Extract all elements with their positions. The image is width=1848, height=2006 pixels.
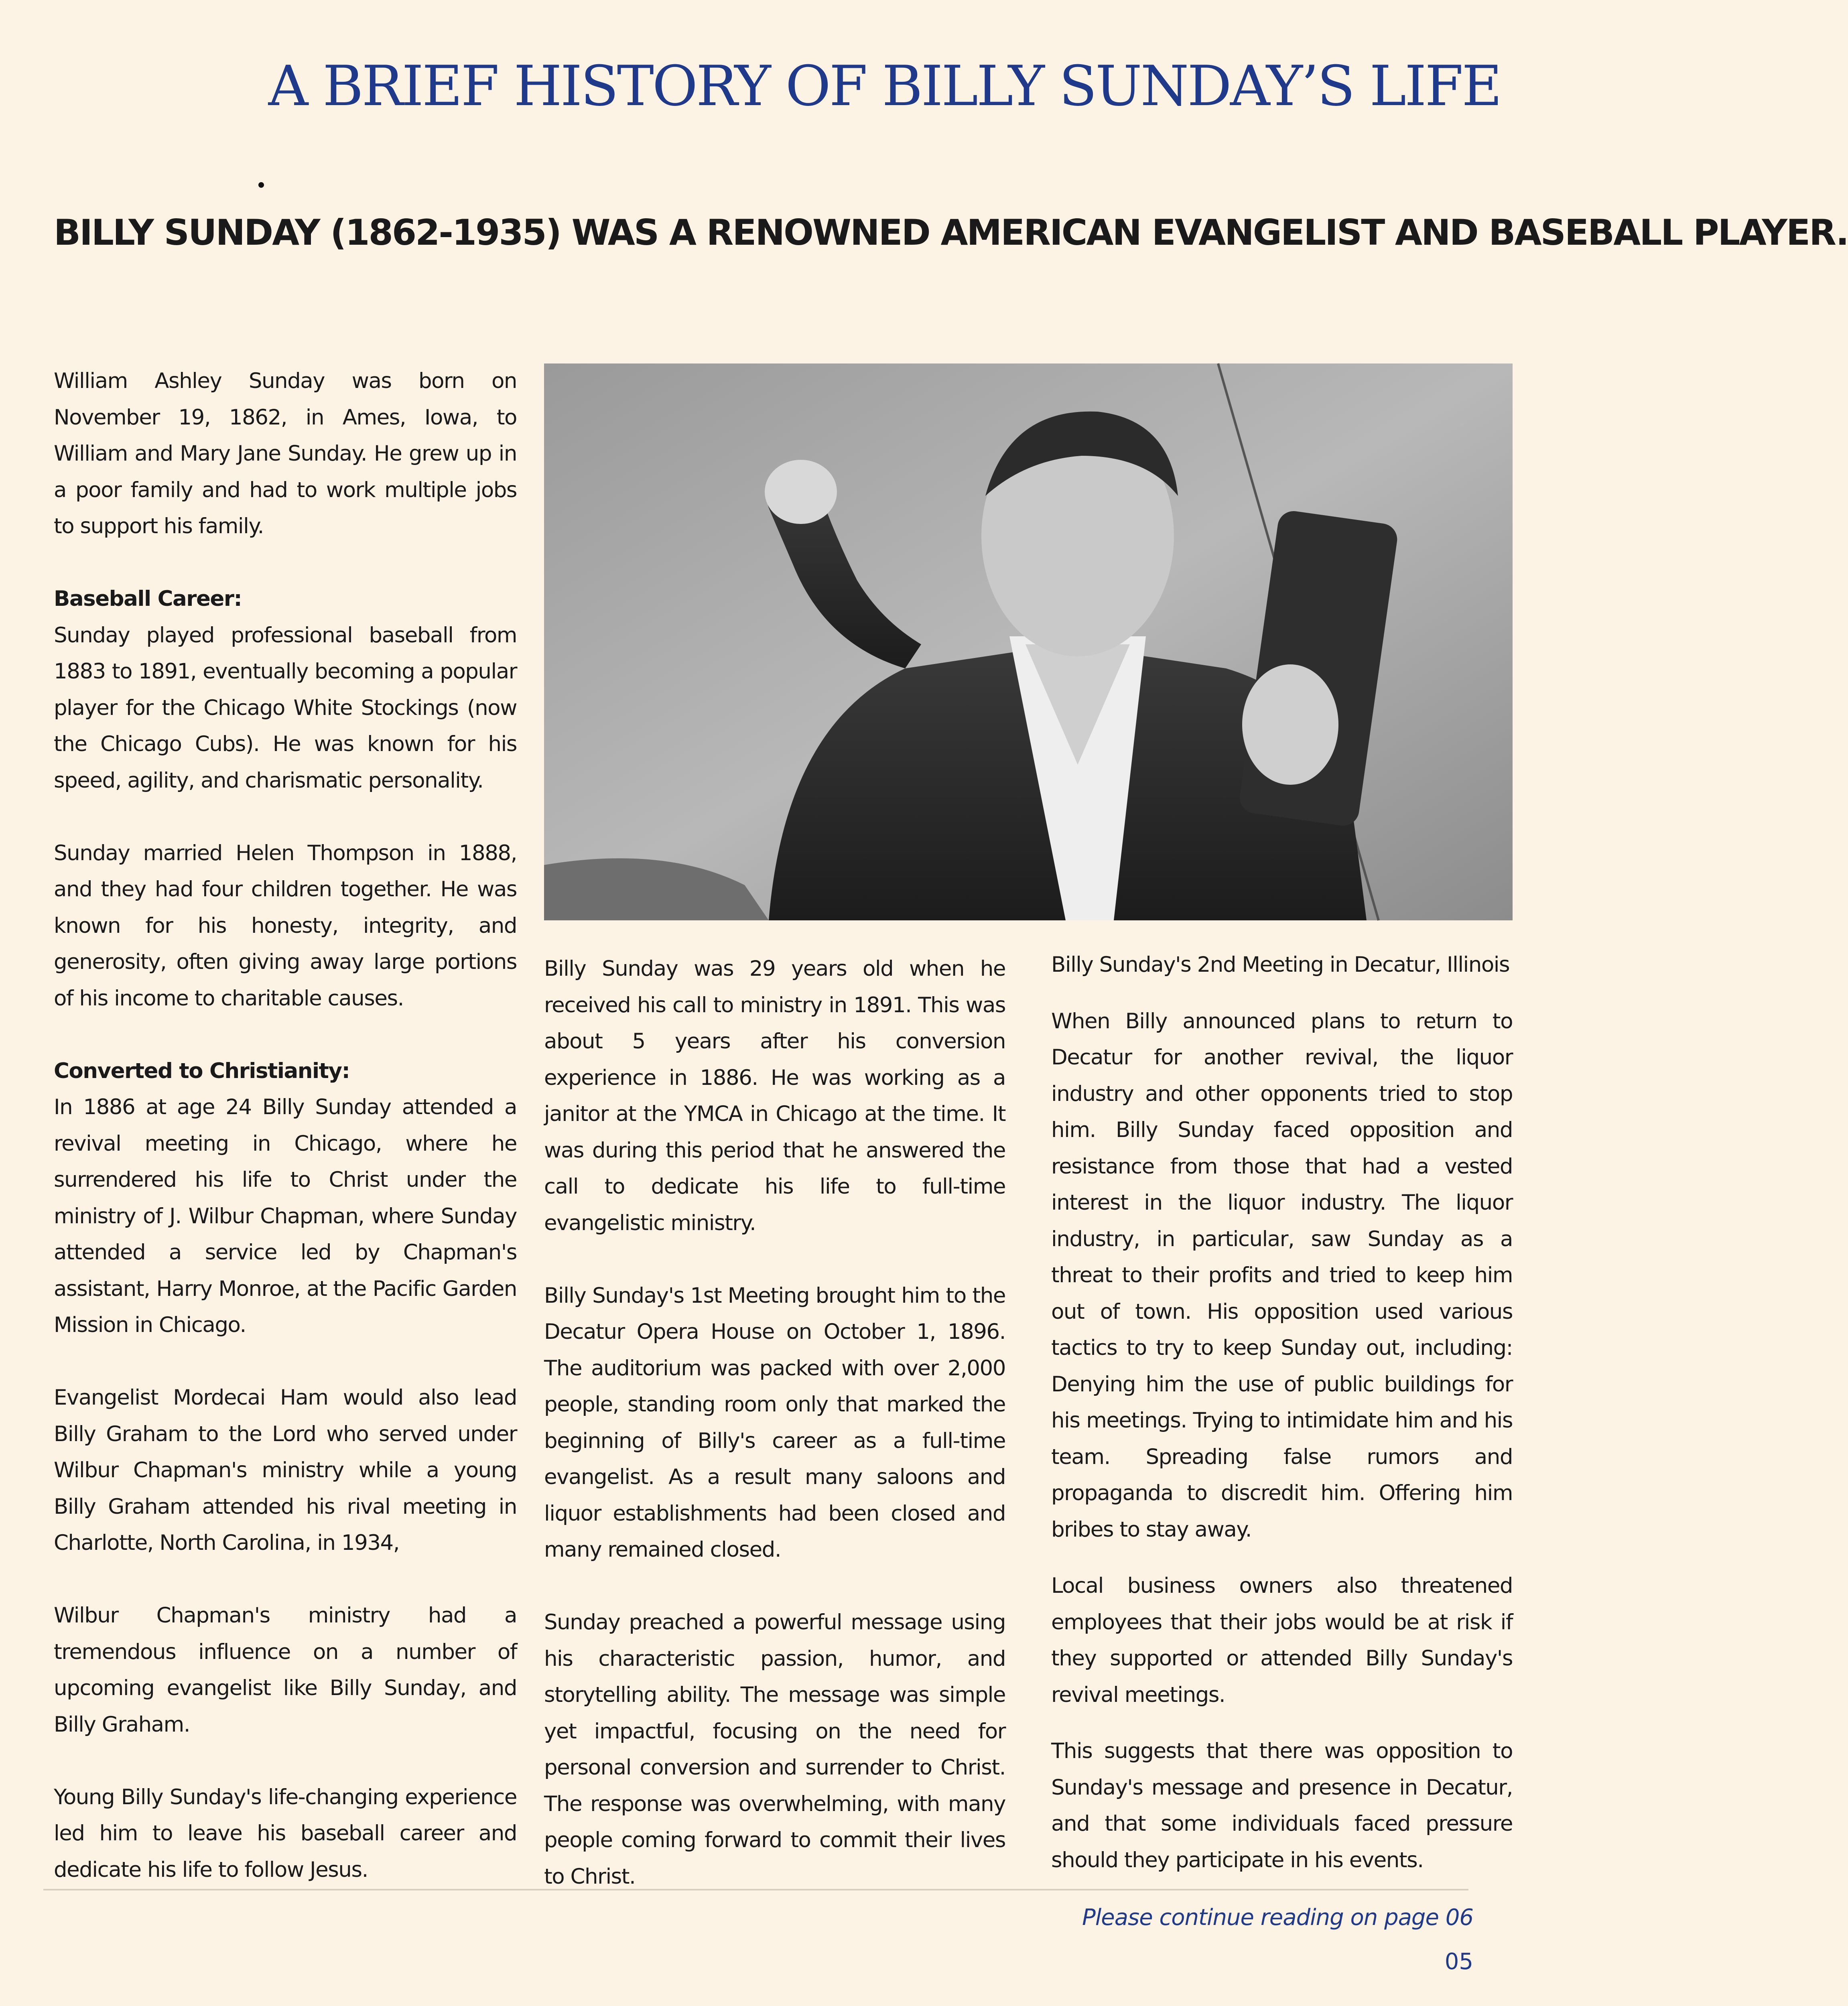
page-number: 05 (1444, 1949, 1473, 1975)
conversion-paragraph: In 1886 at age 24 Billy Sunday attended a revival meeting in Chicago, where he surrendered his life to Christ under the ministry of J. Wilbur Chapman, where Sunday attended a service led by Chapman's assistant, Harry Monroe, at the Pacific Garden Mission in Chicago. (54, 1095, 517, 1337)
left-column (54, 363, 517, 1888)
conclusion-paragraph: This suggests that there was opposition to Sunday's message and presence in Decatur, and that some individuals faced pressure should they participate in his events. (1051, 1739, 1513, 1872)
chapman-paragraph: Wilbur Chapman's ministry had a tremendous influence on a number of upcoming evangelist like Billy Sunday, and Billy Graham. (54, 1603, 517, 1737)
first-meeting-paragraph: Billy Sunday's 1st Meeting brought him to the Decatur Opera House on October 1, 1896. The auditorium was packed with over 2,000 people, standing room only that marked the beginning of Billy's career as a full-time evangelist. As a result many saloons and liquor establishments had been closed and many remained closed. (544, 1283, 1005, 1562)
footer-divider (43, 1889, 1468, 1890)
baseball-career-heading: Baseball Career: (54, 587, 242, 611)
second-meeting-heading: Billy Sunday's 2nd Meeting in Decatur, Illinois (1051, 952, 1510, 977)
continue-reading-note: Please continue reading on page 06 (1082, 1904, 1473, 1931)
billy-sunday-photo (544, 363, 1513, 920)
page-subtitle: BILLY SUNDAY (1862-1935) WAS A RENOWNED AMERICAN EVANGELIST AND BASEBALL PLAYER. (54, 212, 1848, 253)
page-title: A BRIEF HISTORY OF BILLY SUNDAY’S LIFE (268, 54, 1501, 118)
right-column (1051, 947, 1513, 1878)
business-owners-paragraph: Local business owners also threatened employees that their jobs would be at risk if they supported or attended Billy Sunday's revival meetings. (1051, 1574, 1513, 1707)
intro-paragraph: William Ashley Sunday was born on November 19, 1862, in Ames, Iowa, to William and Mary Jane Sunday. He grew up in a poor family and had to work multiple jobs to support his family. (54, 369, 517, 538)
opposition-paragraph: When Billy announced plans to return to Decatur for another revival, the liquor industry and other opponents tried to stop him. Billy Sunday faced opposition and resistance from those that had a vested interest in the liquor industry. The liquor industry, in particular, saw Sunday as a threat to their profits and tried to keep him out of town. His opposition used various tactics to try to keep Sunday out, including: Denying him the use of public buildings for his meetings. Trying to intimidate him and his team. Spreading false rumors and propaganda to discredit him. Offering him bribes to stay away. (1051, 1009, 1513, 1542)
converted-heading: Converted to Christianity: (54, 1058, 350, 1083)
call-to-ministry-paragraph: Billy Sunday was 29 years old when he received his call to ministry in 1891. This was about 5 years after his conversion experience in 1886. He was working as a janitor at the YMCA in Chicago at the time. It was during this period that he answered the call to dedicate his life to full-time evangelistic ministry. (544, 956, 1005, 1235)
decorative-dot (258, 182, 264, 188)
marriage-paragraph: Sunday married Helen Thompson in 1888, and they had four children together. He was known for his honesty, integrity, and generosity, often giving away large portions of his income to charitable causes. (54, 841, 517, 1011)
mordecai-paragraph: Evangelist Mordecai Ham would also lead Billy Graham to the Lord who served under Wilbur Chapman's ministry while a young Billy Graham attended his rival meeting in Charlotte, North Carolina, in 1934, (54, 1385, 517, 1555)
message-paragraph: Sunday preached a powerful message using his characteristic passion, humor, and storytelling ability. The message was simple yet impactful, focusing on the need for personal conversion and surrender to Christ. The response was overwhelming, with many people coming forward to commit their lives to Christ. (544, 1610, 1005, 1889)
baseball-paragraph: Sunday played professional baseball from 1883 to 1891, eventually becoming a popular player for the Chicago White Stockings (now the Chicago Cubs). He was known for his speed, agility, and charismatic personality. (54, 623, 517, 793)
life-change-paragraph: Young Billy Sunday's life-changing experience led him to leave his baseball career and dedicate his life to follow Jesus. (54, 1785, 517, 1882)
middle-column (544, 951, 1005, 1895)
